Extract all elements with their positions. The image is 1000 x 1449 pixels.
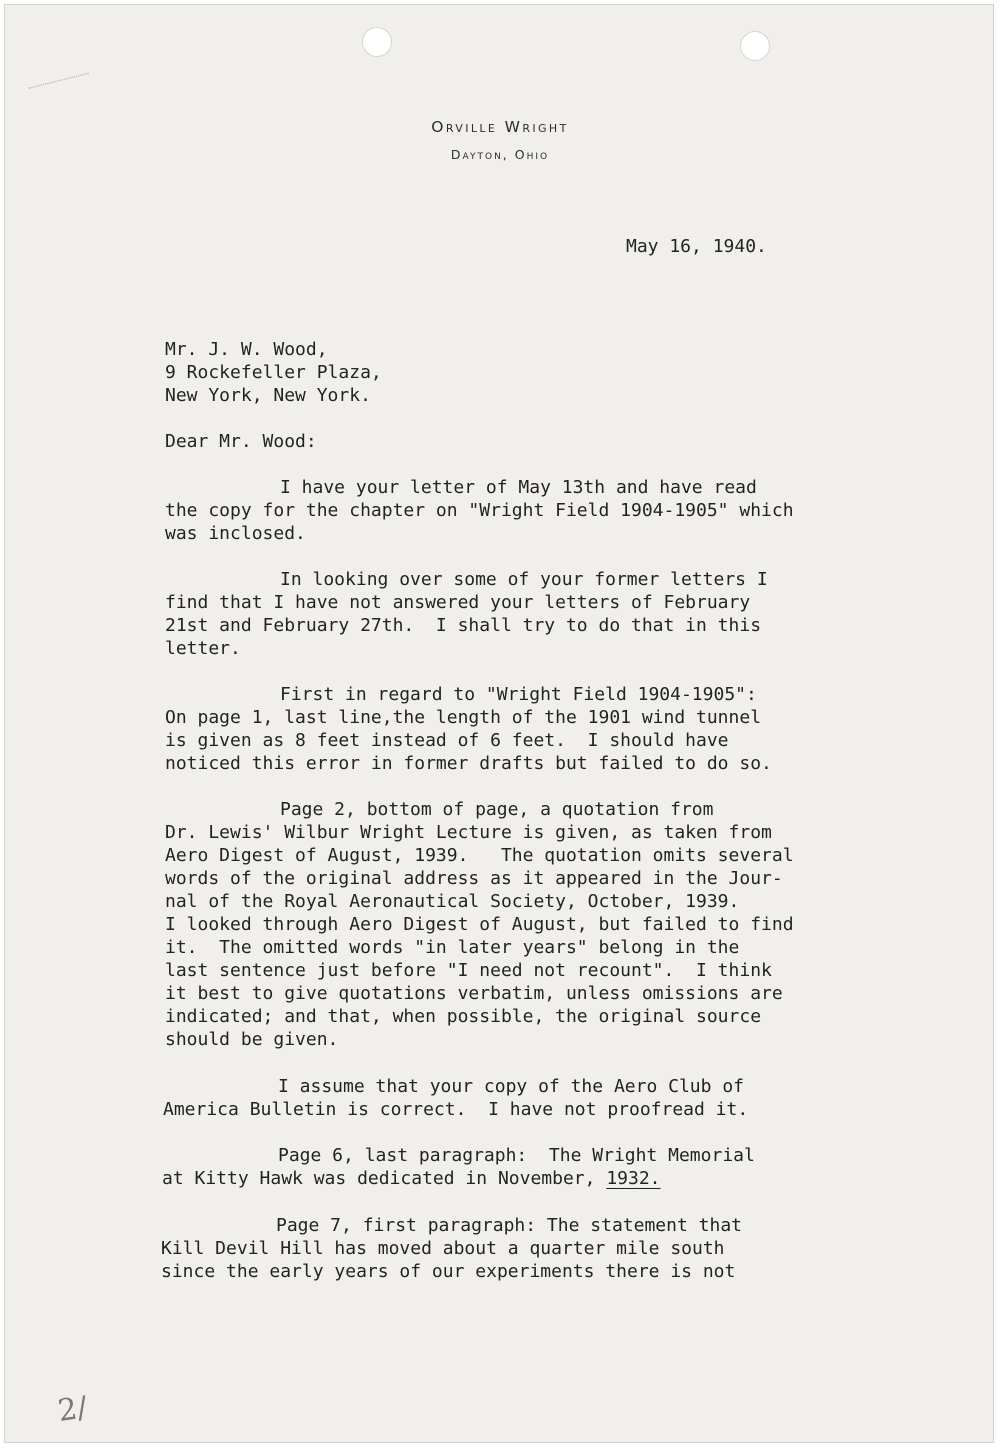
body-line: On page 1, last line,the length of the 1901 wind tunnel: [165, 707, 762, 728]
letterhead-city: Dayton, Ohio: [450, 147, 550, 162]
address-line: New York, New York.: [165, 385, 371, 406]
body-line: 21st and February 27th. I shall try to do that in this: [165, 615, 762, 636]
letterhead-name: Orville Wright: [431, 118, 569, 136]
body-line: Kill Devil Hill has moved about a quarter mile south: [161, 1238, 725, 1259]
handwritten-page-mark: 2/: [55, 1390, 90, 1429]
body-line: since the early years of our experiments there is not: [161, 1261, 736, 1282]
letter-date: May 16, 1940.: [626, 236, 767, 257]
salutation: Dear Mr. Wood:: [165, 431, 317, 452]
address-line: Mr. J. W. Wood,: [165, 339, 328, 360]
body-line: it. The omitted words "in later years" belong in the: [165, 937, 740, 958]
body-line: [162, 1167, 661, 1190]
body-line: last sentence just before "I need not recount". I think: [165, 960, 772, 981]
body-line: letter.: [165, 638, 241, 659]
body-line: it best to give quotations verbatim, unless omissions are: [165, 983, 783, 1004]
body-line: I assume that your copy of the Aero Club of: [278, 1076, 744, 1097]
body-line: the copy for the chapter on "Wright Field 1904-1905" which: [165, 500, 794, 521]
body-line: In looking over some of your former letters I: [280, 569, 768, 590]
body-line: nal of the Royal Aeronautical Society, October, 1939.: [165, 891, 740, 912]
punch-hole-right: [740, 31, 770, 61]
body-line: America Bulletin is correct. I have not proofread it.: [163, 1099, 749, 1120]
body-line: I looked through Aero Digest of August, but failed to find: [165, 914, 794, 935]
body-line: is given as 8 feet instead of 6 feet. I should have: [165, 730, 729, 751]
body-line: Page 6, last paragraph: The Wright Memorial: [278, 1145, 755, 1166]
punch-hole-left: [362, 27, 392, 57]
body-line: indicated; and that, when possible, the original source: [165, 1006, 762, 1027]
body-line: Dr. Lewis' Wilbur Wright Lecture is given, as taken from: [165, 822, 772, 843]
body-line: was inclosed.: [165, 523, 306, 544]
body-line: Page 7, first paragraph: The statement that: [276, 1215, 742, 1236]
address-line: 9 Rockefeller Plaza,: [165, 362, 382, 383]
body-line: noticed this error in former drafts but failed to do so.: [165, 753, 772, 774]
body-text: at Kitty Hawk was dedicated in November,: [162, 1168, 607, 1189]
body-line: find that I have not answered your letters of February: [165, 592, 751, 613]
body-line: Aero Digest of August, 1939. The quotation omits several: [165, 845, 794, 866]
underlined-year: 1932.: [606, 1168, 661, 1189]
body-line: First in regard to "Wright Field 1904-1905":: [280, 684, 757, 705]
body-line: words of the original address as it appeared in the Jour-: [165, 868, 783, 889]
body-line: I have your letter of May 13th and have read: [280, 477, 757, 498]
body-line: should be given.: [165, 1029, 339, 1050]
body-line: Page 2, bottom of page, a quotation from: [280, 799, 714, 820]
